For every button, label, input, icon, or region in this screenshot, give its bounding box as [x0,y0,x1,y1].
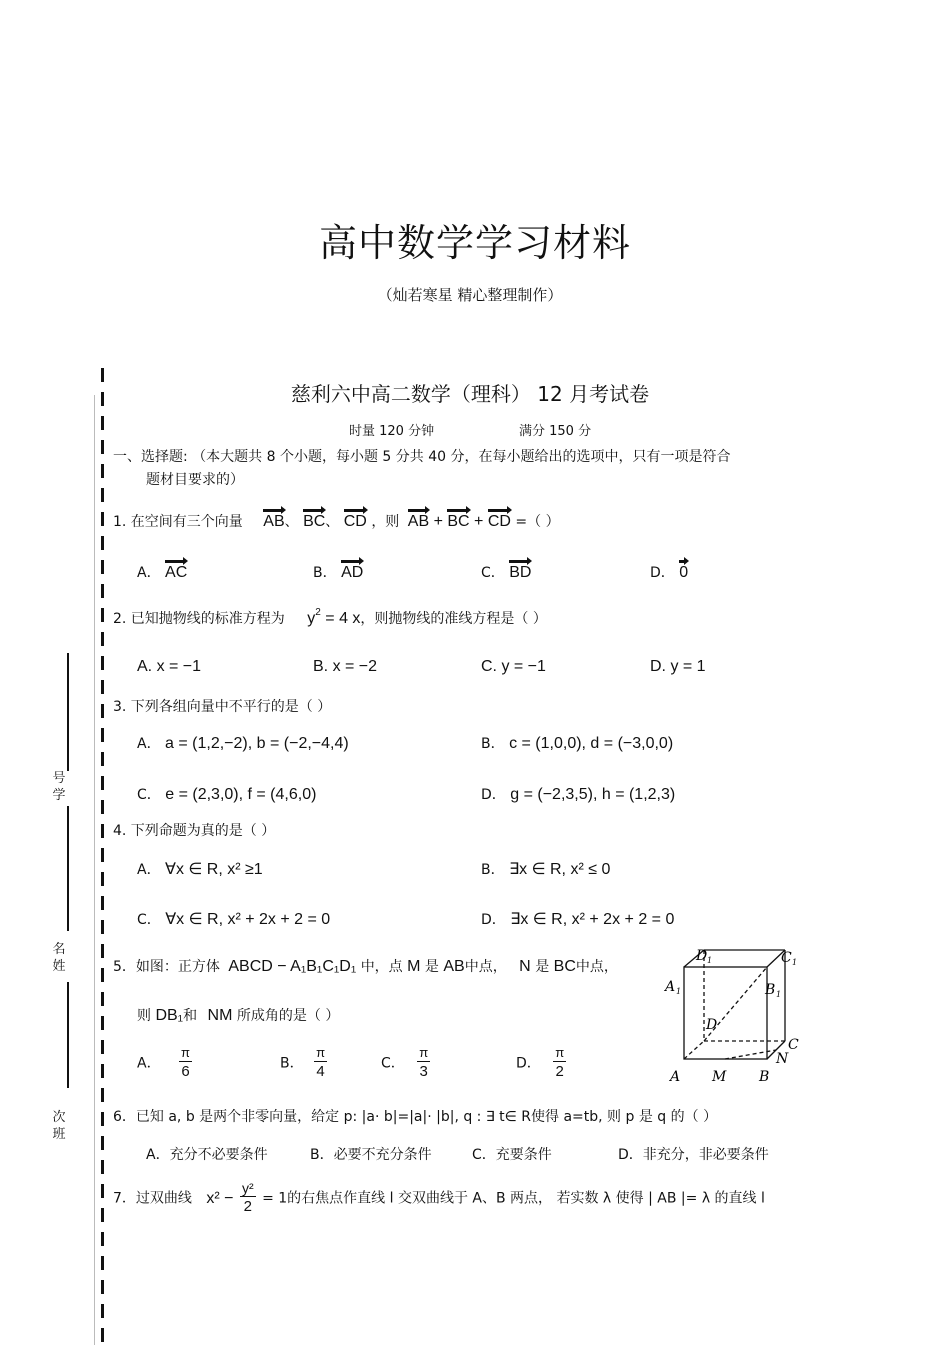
question-4-option-a: A． ∀x ∈ R, x² ≥1 [137,861,263,878]
question-5-option-d: D． $\frac{\pi}{2}$ [516,1045,565,1080]
svg-text:A: A [665,979,676,995]
question-1-option-c: C． BD [481,564,532,581]
question-1-option-d: D． 0 [650,564,689,581]
side-bar-bottom [67,982,69,1088]
question-4-stem: 4. 下列命题为真的是（ ） [113,823,276,839]
question-3-option-c: C． e = (2,3,0), f = (4,6,0) [137,786,317,803]
svg-text:D: D [706,1017,718,1033]
question-6-option-b: B．必要不充分条件 [310,1147,432,1163]
question-6-option-c: C．充要条件 [472,1147,552,1163]
page-title: 高中数学学习材料 [318,221,631,265]
question-5-option-b: B． $\frac{\pi}{4}$ [280,1045,326,1080]
question-1-stem: 1. 在空间有三个向量 AB、 BC、 CD ，则 AB + BC + CD =（ ） [113,513,560,530]
question-5-option-a: A． $\frac{\pi}{6}$ [137,1045,191,1080]
question-4-option-b: B． ∃x ∈ R, x² ≤ 0 [481,861,611,878]
question-2-option-b: B. x = −2 [313,658,378,675]
margin-line [94,395,95,1345]
vector-bc: BC [303,513,326,530]
svg-text:1: 1 [707,956,713,965]
question-3-option-a: A． a = (1,2,−2), b = (−2,−4,4) [137,735,349,752]
svg-text:B: B [759,1069,770,1085]
question-2-stem: 2. 已知抛物线的标准方程为 $y^2 = 4$ x，则抛物线的准线方程是（ ） [113,607,547,627]
side-label-name: 名姓 [52,942,66,974]
question-3-option-d: D． g = (−2,3,5), h = (1,2,3) [481,786,676,803]
side-bar-top [67,653,69,771]
svg-text:1: 1 [776,990,782,999]
question-5-line-2: 则 DB₁和 NM 所成角的是（ ） [137,1007,340,1024]
svg-text:N: N [776,1051,789,1067]
svg-text:B: B [765,982,776,998]
cube-figure [660,940,810,1090]
question-4-option-c: C． ∀x ∈ R, x² + 2x + 2 = 0 [137,911,331,928]
question-6-option-d: D．非充分，非必要条件 [618,1147,769,1163]
question-2-option-c: C. y = −1 [481,658,546,675]
svg-text:C: C [788,1037,799,1053]
svg-text:1: 1 [792,958,798,967]
question-5-option-c: C． $\frac{\pi}{3}$ [381,1045,429,1080]
binding-dashed-line [101,368,104,1343]
side-bar-middle [67,806,69,931]
svg-text:D: D [696,948,708,964]
svg-text:C: C [781,950,792,966]
section-instructions: 一、选择题: （本大题共 8 个小题，每小题 5 分共 40 分，在每小题给出的选项中，只有一项是符合 [113,449,731,465]
side-label-class: 次班 [52,1110,66,1142]
page-subtitle: （灿若寒星 精心整理制作） [377,286,563,304]
question-2-option-a: A. x = −1 [137,658,202,675]
section-instructions-cont: 题材目要求的） [146,472,244,488]
question-7-stem: 7．过双曲线 x² − $\frac{\text{y²}}{2}$ = 1的右焦点作直线 l 交双曲线于 A、B 两点， 若实数 λ 使得 | AB |= λ 的直线 l [113,1180,765,1215]
exam-title: 慈利六中高二数学（理科） 12 月考试卷 [290,382,650,406]
question-4-option-d: D． ∃x ∈ R, x² + 2x + 2 = 0 [481,911,675,928]
question-1-option-b: B． AD [313,564,364,581]
question-3-option-b: B． c = (1,0,0), d = (−3,0,0) [481,735,674,752]
svg-text:A: A [670,1069,681,1085]
svg-text:1: 1 [676,987,682,996]
side-label-student-id: 号学 [52,771,66,803]
question-1-option-a: A． AC [137,564,188,581]
question-6-stem: 6．已知 a, b 是两个非零向量，给定 p: |a· b|=|a|· |b|, q : ∃ t∈ R使得 a=tb, 则 p 是 q 的（ ） [113,1109,718,1125]
vector-ab: AB [263,513,285,530]
exam-time: 时量 120 分钟 [349,424,435,439]
exam-score: 满分 150 分 [519,424,592,439]
question-2-option-d: D. y = 1 [650,658,706,675]
question-3-stem: 3. 下列各组向量中不平行的是（ ） [113,699,332,715]
question-6-option-a: A．充分不必要条件 [146,1147,268,1163]
svg-text:M: M [712,1069,727,1085]
question-5-stem: 5．如图：正方体 ABCD − A₁B₁C₁D₁ 中，点 M 是 AB中点， N 是 BC中点， [113,958,618,975]
vector-cd: CD [343,513,367,530]
